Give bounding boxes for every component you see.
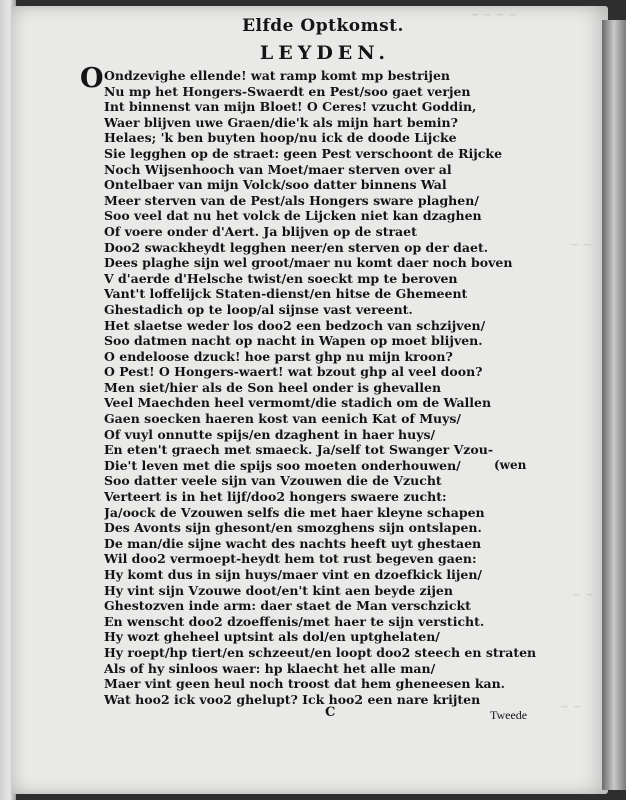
poem-line: Als of hy sinloos waer: hp klaecht het alle man/ (104, 660, 436, 676)
poem-line: Vant't loffelijck Staten-dienst/en hitse de Ghemeent (104, 286, 468, 302)
poem-line: Ghestadich op te loop/al sijnse vast vereent. (104, 301, 413, 317)
show-through-text: ~ ~ (570, 238, 592, 251)
signature-mark: C (325, 705, 336, 720)
poem-line: De man/die sijne wacht des nachts heeft uyt ghestaen (104, 535, 482, 551)
show-through-text: ~ ~ (560, 700, 582, 713)
poem-line: Gaen soecken haeren kost van eenich Kat of Muys/ (104, 411, 461, 427)
poem-line: Veel Maechden heel vermomt/die stadich om de Wallen (104, 395, 492, 411)
poem-line: Sie legghen op de straet: geen Pest verschoont de Rijcke (104, 145, 503, 161)
poem-line: Ontelbaer van mijn Volck/soo datter binnens Wal (104, 177, 447, 193)
poem-line: Wil doo2 vermoept-heydt hem tot rust begeven gaen: (104, 551, 477, 567)
poem-lines (104, 84, 584, 708)
poem-line: Meer sterven van de Pest/als Hongers sware plaghen/ (104, 192, 479, 208)
poem-text (80, 63, 584, 707)
poem-line: Soo datmen nacht op nacht in Wapen op moet blijven. (104, 333, 483, 349)
poem-line: Verteert is in het lijf/doo2 hongers swaere zucht: (104, 489, 447, 505)
poem-line: Noch Wijsenhooch van Moet/maer sterven over al (104, 161, 452, 177)
poem-line: Wat hoo2 ick voo2 ghelupt? Ick hoo2 een nare krijten (104, 691, 481, 707)
poem-line: V d'aerde d'Helsche twist/en soeckt mp te beroven (104, 270, 458, 286)
poem-line: Hy wozt gheheel uptsint als dol/en uptghelaten/ (104, 629, 440, 645)
poem-line: Men siet/hier als de Son heel onder is ghevallen (104, 379, 442, 395)
poem-line: Hy roept/hp tiert/en schzeeut/en loopt doo2 steech en straten (104, 644, 537, 660)
poem-line: Int binnenst van mijn Bloet! O Ceres! vzucht Goddin, (104, 99, 477, 115)
poem-line: Soo veel dat nu het volck de Lijcken niet kan dzaghen (104, 208, 482, 224)
poem-line: Des Avonts sijn ghesont/en smozghens sijn ontslapen. (104, 520, 482, 536)
poem-line: Ja/oock de Vzouwen selfs die met haer kleyne schapen (104, 504, 485, 520)
poem-line: O Pest! O Hongers-waert! wat bzout ghp al veel doon? (104, 364, 483, 380)
poem-line: Hy vint sijn Vzouwe doot/en't kint aen beyde zijen (104, 582, 453, 598)
poem-line: En wenscht doo2 dzoeffenis/met haer te sijn versticht. (104, 613, 485, 629)
poem-line: Nu mp het Hongers-Swaerdt en Pest/soo gaet verjen (104, 83, 471, 99)
poem-line: Helaes; 'k ben buyten hoop/nu ick de doode Lijcke (104, 130, 457, 146)
show-through-text: ~ ~ ~ ~ (470, 8, 518, 21)
poem-line: Doo2 swackheydt legghen neer/en sterven op der daet. (104, 239, 489, 255)
section-title: LEYDEN. (259, 42, 391, 64)
drop-cap: O (80, 63, 104, 94)
poem-line: Soo datter veele sijn van Vzouwen die de Vzucht (104, 473, 442, 489)
show-through-text: ~ ~ (572, 588, 594, 601)
poem-line: Waer blijven uwe Graen/die'k als mijn hart bemin? (104, 114, 458, 130)
poem-line: Dees plaghe sijn wel groot/maer nu komt daer noch boven (104, 255, 513, 271)
poem-line: Maer vint geen heul noch troost dat hem gheneesen kan. (104, 676, 506, 692)
poem-first-line: Ondzevighe ellende! wat ramp komt mp bestrijen (104, 68, 450, 83)
poem-line: O endeloose dzuck! hoe parst ghp nu mijn kroon? (104, 348, 453, 364)
poem-line: Ghestozven inde arm: daer staet de Man verschzickt (104, 598, 471, 614)
poem-line: Die't leven met die spijs soo moeten onderhouwen/ (104, 457, 461, 473)
poem-line: En eten't graech met smaeck. Ja/self tot Swanger Vzou- (104, 442, 494, 458)
poem-line: Hy komt dus in sijn huys/maer vint en dzoefkick lijen/ (104, 567, 482, 582)
margin-note: (wen (494, 458, 527, 472)
poem-line: Het slaetse weder los doo2 een bedzoch van schzijven/ (104, 317, 486, 333)
poem-line: Of vuyl onnutte spijs/en dzaghent in haer huys/ (104, 426, 436, 442)
poem-line: Of voere onder d'Aert. Ja blijven op de straet (104, 223, 417, 239)
running-title: Elfde Optkomst. (242, 16, 404, 36)
catchword: Tweede (490, 708, 528, 722)
page-stack-edge (602, 20, 626, 790)
